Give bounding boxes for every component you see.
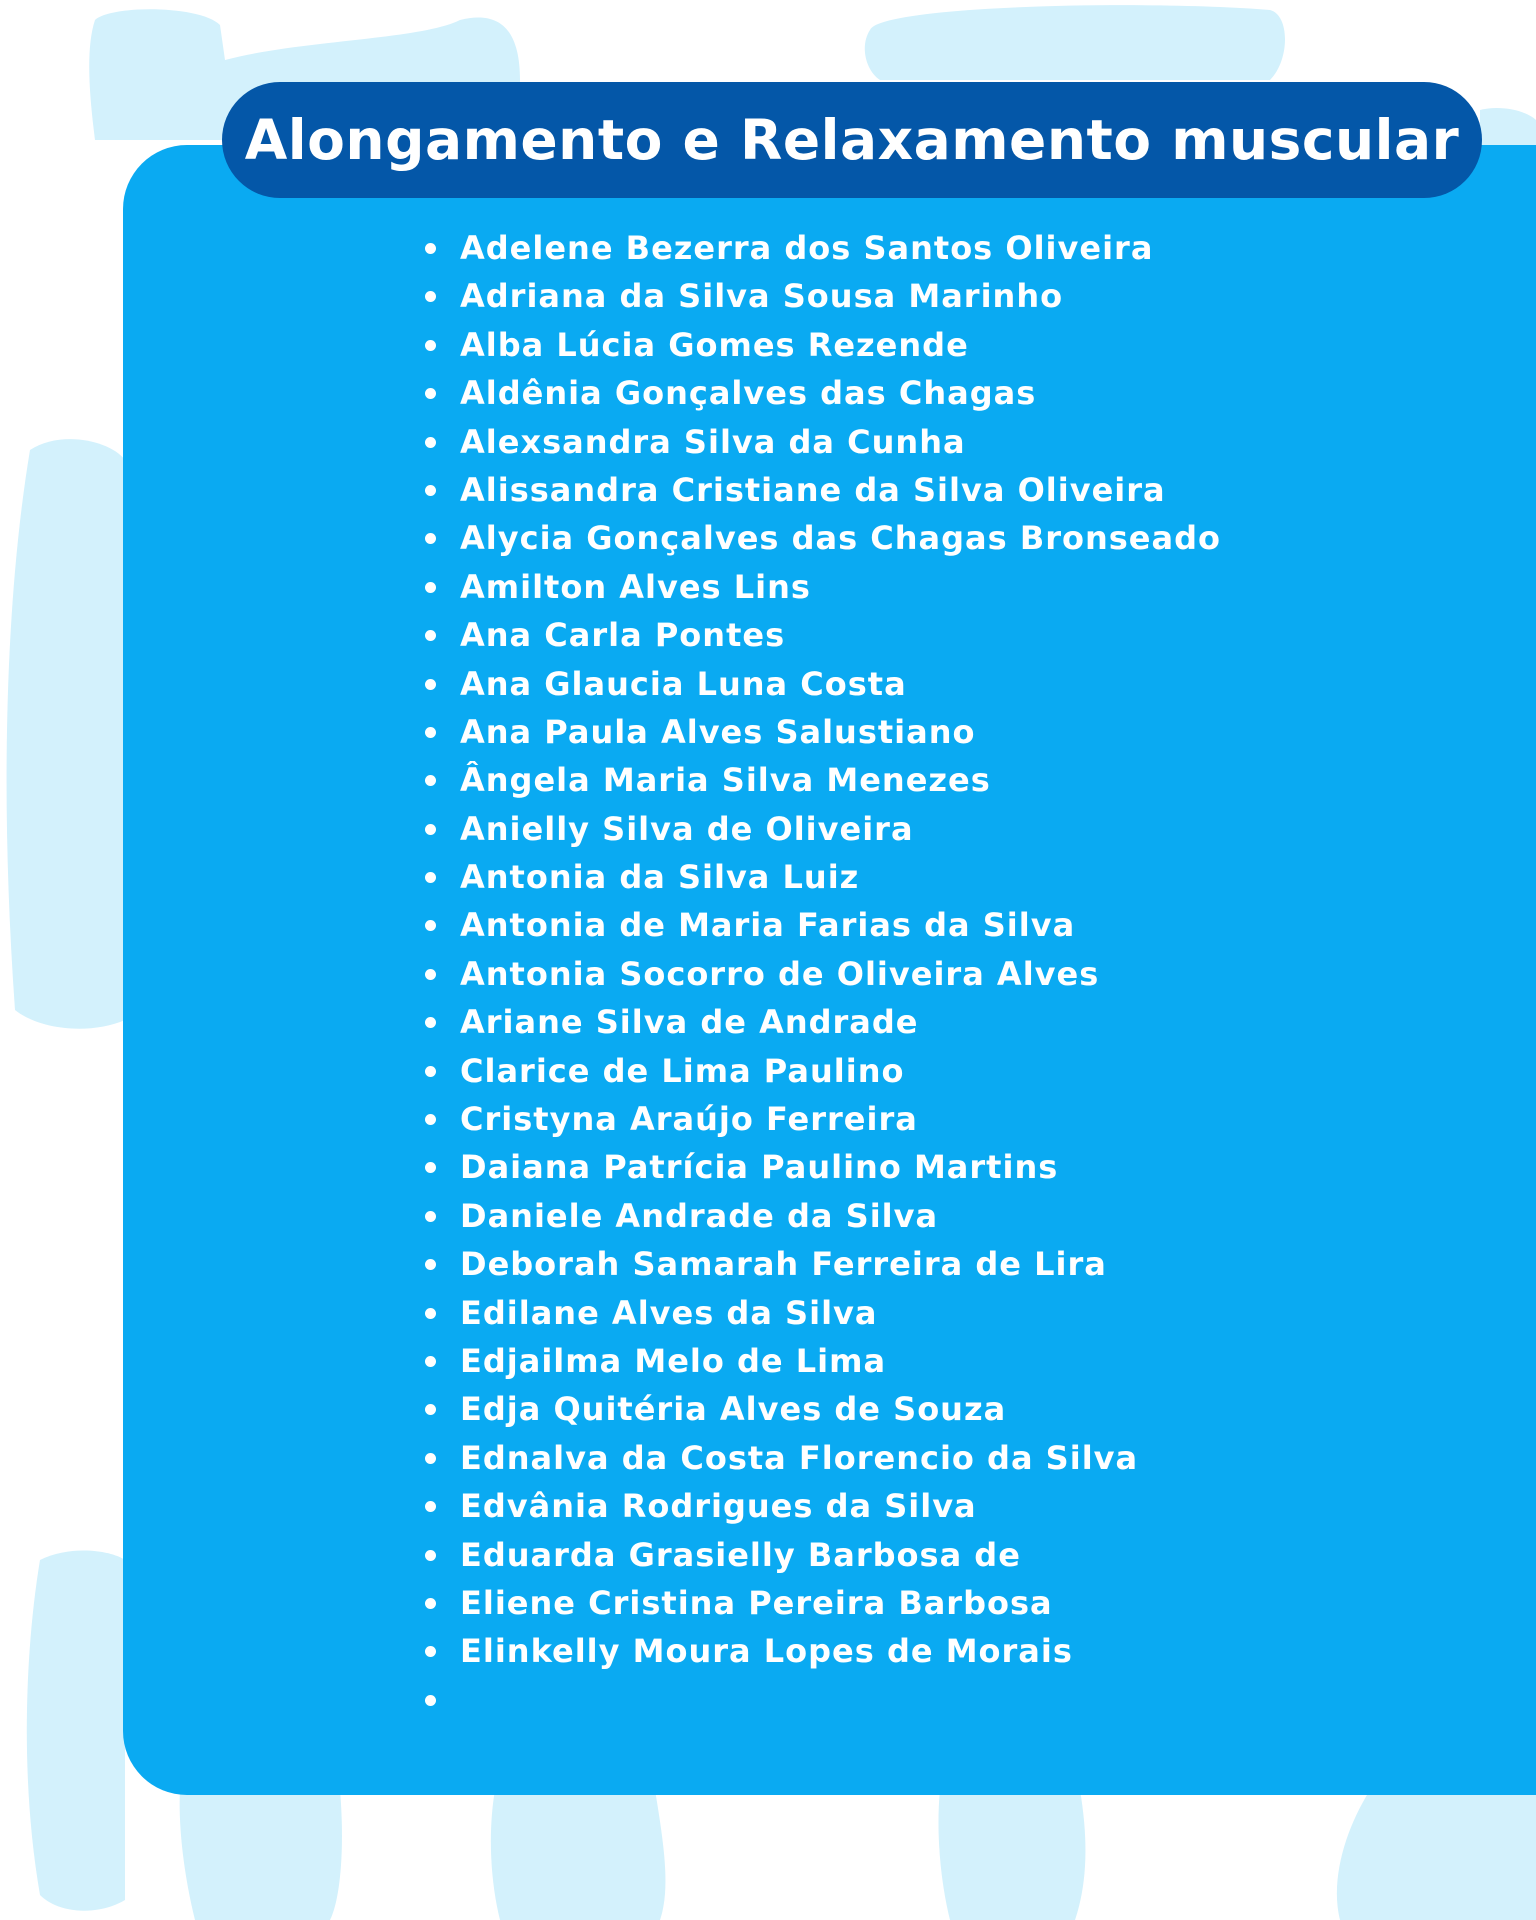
decor-blob-bottom-3 (938, 1790, 1085, 1920)
list-item (420, 1095, 1221, 1143)
list-item (420, 1676, 1221, 1724)
participant-name: Edja Quitéria Alves de Souza (460, 1390, 1007, 1429)
list-item (420, 950, 1221, 998)
bullet-icon (425, 1066, 436, 1077)
decor-blob-top-right (865, 5, 1285, 80)
decor-blob-left-bottom (27, 1551, 125, 1911)
list-item (420, 369, 1221, 417)
list-item (420, 321, 1221, 369)
bullet-icon (425, 1211, 436, 1222)
participant-name: Deborah Samarah Ferreira de Lira (460, 1245, 1107, 1284)
bullet-icon (425, 1259, 436, 1270)
participant-name: Antonia da Silva Luiz (460, 858, 860, 897)
decor-blob-bottom-right (1337, 1788, 1536, 1920)
participant-name: Ana Paula Alves Salustiano (460, 712, 976, 751)
list-item (420, 224, 1221, 272)
list-item (420, 660, 1221, 708)
bullet-icon (425, 1404, 436, 1415)
bullet-icon (425, 679, 436, 690)
participant-name: Edjailma Melo de Lima (460, 1341, 887, 1380)
list-item (420, 1385, 1221, 1433)
participant-name: Alycia Gonçalves das Chagas Bronseado (460, 519, 1221, 558)
bullet-icon (425, 1308, 436, 1319)
bullet-icon (425, 388, 436, 399)
participant-name: Edilane Alves da Silva (460, 1293, 878, 1332)
bullet-icon (425, 437, 436, 448)
participant-name: Ana Carla Pontes (460, 616, 786, 655)
participant-name: Alexsandra Silva da Cunha (460, 422, 966, 461)
list-item (420, 756, 1221, 804)
participant-name: Cristyna Araújo Ferreira (460, 1100, 918, 1139)
bullet-icon (425, 291, 436, 302)
list-item (420, 1143, 1221, 1191)
participant-name: Antonia Socorro de Oliveira Alves (460, 954, 1100, 993)
list-item (420, 1579, 1221, 1627)
list-item (420, 1240, 1221, 1288)
list-item (420, 563, 1221, 611)
bullet-icon (425, 485, 436, 496)
bullet-icon (425, 775, 436, 786)
participant-name: Anielly Silva de Oliveira (460, 809, 914, 848)
bullet-icon (425, 969, 436, 980)
bullet-icon (425, 1598, 436, 1609)
list-item (420, 998, 1221, 1046)
participant-name: Amilton Alves Lins (460, 567, 811, 606)
participant-name: Ariane Silva de Andrade (460, 1003, 919, 1042)
bullet-icon (425, 533, 436, 544)
participant-name: Daniele Andrade da Silva (460, 1196, 939, 1235)
bullet-icon (425, 1501, 436, 1512)
list-item (420, 466, 1221, 514)
participant-name: Eliene Cristina Pereira Barbosa (460, 1583, 1053, 1622)
participant-name: Ednalva da Costa Florencio da Silva (460, 1438, 1139, 1477)
bullet-icon (425, 824, 436, 835)
list-item (420, 1627, 1221, 1675)
page-title: Alongamento e Relaxamento muscular (244, 108, 1460, 172)
bullet-icon (425, 1550, 436, 1561)
list-item (420, 1289, 1221, 1337)
bullet-icon (425, 1114, 436, 1125)
bullet-icon (425, 1453, 436, 1464)
list-item (420, 1434, 1221, 1482)
participant-name: Adriana da Silva Sousa Marinho (460, 277, 1064, 316)
list-item (420, 1192, 1221, 1240)
list-item (420, 418, 1221, 466)
participant-name: Alissandra Cristiane da Silva Oliveira (460, 470, 1166, 509)
bullet-icon (425, 727, 436, 738)
bullet-icon (425, 1017, 436, 1028)
participant-name: Ana Glaucia Luna Costa (460, 664, 907, 703)
decor-blob-left-middle (7, 439, 125, 1029)
participant-name: Alba Lúcia Gomes Rezende (460, 325, 969, 364)
participant-name: Elinkelly Moura Lopes de Morais (460, 1632, 1073, 1671)
bullet-icon (425, 340, 436, 351)
list-item (420, 1531, 1221, 1579)
list-item (420, 1482, 1221, 1530)
title-banner (222, 82, 1482, 198)
list-item (420, 611, 1221, 659)
list-item (420, 514, 1221, 562)
bullet-icon (425, 1162, 436, 1173)
bullet-icon (425, 630, 436, 641)
bullet-icon (425, 582, 436, 593)
bullet-icon (425, 1695, 436, 1706)
participant-list (420, 224, 1221, 1724)
list-item (420, 708, 1221, 756)
participant-name: Aldênia Gonçalves das Chagas (460, 374, 1037, 413)
bullet-icon (425, 243, 436, 254)
participant-name: Daiana Patrícia Paulino Martins (460, 1148, 1059, 1187)
participant-name: Ângela Maria Silva Menezes (460, 761, 991, 800)
bullet-icon (425, 1646, 436, 1657)
list-item (420, 1047, 1221, 1095)
list-item (420, 805, 1221, 853)
bullet-icon (425, 872, 436, 883)
bullet-icon (425, 920, 436, 931)
list-item (420, 1337, 1221, 1385)
participant-name: Adelene Bezerra dos Santos Oliveira (460, 229, 1154, 267)
decor-blob-bottom-1 (180, 1790, 342, 1920)
decor-blob-bottom-2 (491, 1790, 666, 1920)
list-item (420, 853, 1221, 901)
participant-name: Clarice de Lima Paulino (460, 1051, 905, 1090)
list-item (420, 272, 1221, 320)
participant-name: Eduarda Grasielly Barbosa de (460, 1535, 1021, 1574)
bullet-icon (425, 1356, 436, 1367)
list-item (420, 901, 1221, 949)
participant-name: Edvânia Rodrigues da Silva (460, 1487, 977, 1526)
participant-name: Antonia de Maria Farias da Silva (460, 906, 1076, 945)
